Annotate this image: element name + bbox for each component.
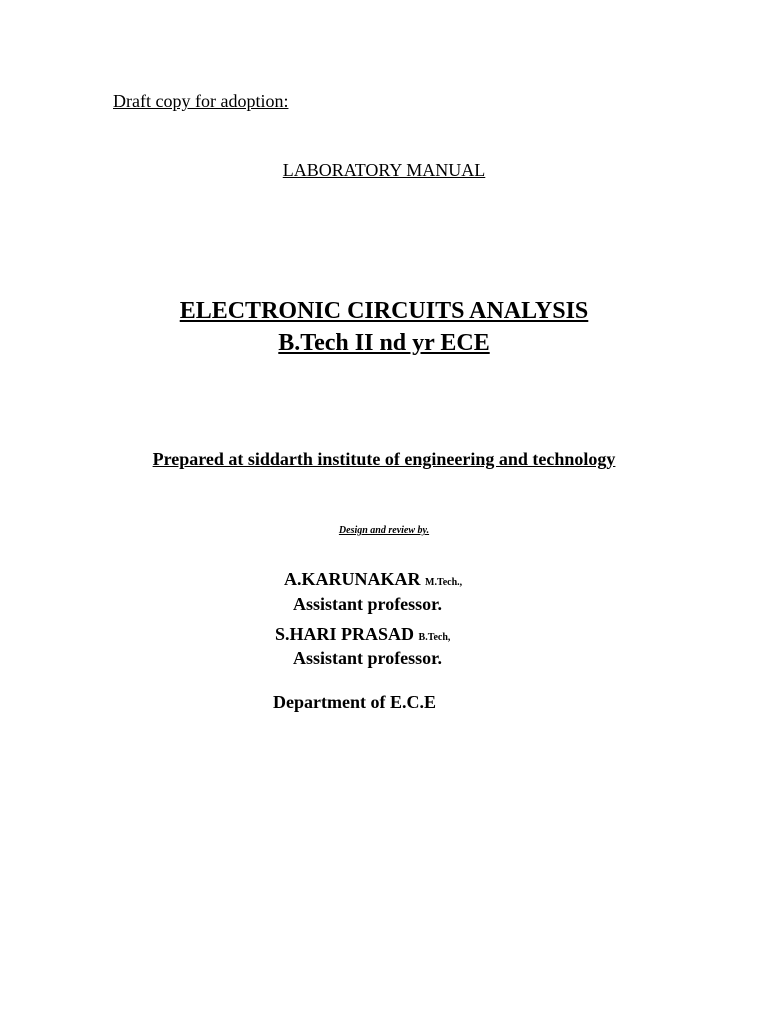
author-1-degree: M.Tech., — [425, 577, 463, 588]
author-2-role: Assistant professor. — [293, 648, 443, 668]
author-2-degree: B.Tech, — [418, 632, 451, 643]
author-2-name: S.HARI PRASAD — [275, 624, 415, 644]
department-line: Department of E.C.E — [273, 692, 436, 712]
author-2 — [275, 624, 450, 645]
author-1 — [284, 569, 462, 590]
document-subtitle: B.Tech II nd yr ECE — [278, 330, 490, 356]
author-1-role: Assistant professor. — [293, 594, 443, 614]
institution-line: Prepared at siddarth institute of engineering and technology — [152, 449, 616, 469]
draft-label: Draft copy for adoption: — [113, 91, 289, 111]
manual-label: LABORATORY MANUAL — [282, 160, 486, 180]
document-title: ELECTRONIC CIRCUITS ANALYSIS — [179, 298, 589, 324]
author-1-name: A.KARUNAKAR — [284, 569, 421, 589]
design-review-label: Design and review by. — [338, 525, 430, 536]
